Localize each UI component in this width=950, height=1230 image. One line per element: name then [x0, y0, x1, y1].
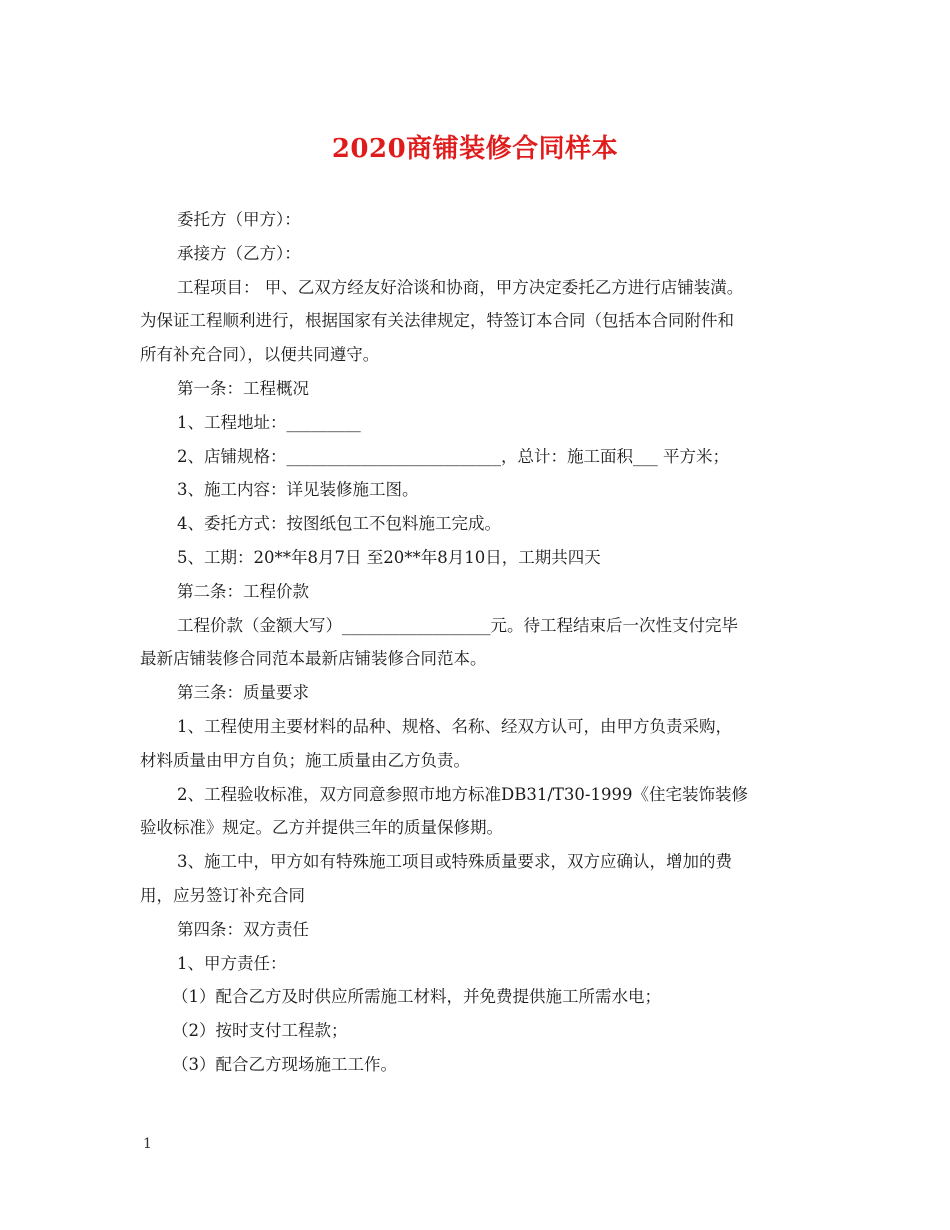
document-body [140, 203, 812, 1082]
body-line: 5、工期：20**年8月7日 至20**年8月10日，工期共四天 [177, 547, 601, 567]
body-line: 2、店铺规格：__________________________，总计：施工面积___ 平方米； [177, 446, 729, 466]
body-line: 4、委托方式：按图纸包工不包料施工完成。 [177, 514, 501, 534]
body-line: 所有补充合同），以便共同遵守。 [140, 345, 380, 365]
body-line: 1、工程使用主要材料的品种、规格、名称、经双方认可，由甲方负责采购， [177, 716, 732, 736]
body-line: 最新店铺装修合同范本最新店铺装修合同范本。 [140, 649, 487, 669]
page-number: 1 [143, 1136, 152, 1152]
body-line: 材料质量由甲方自负；施工质量由乙方负责。 [140, 750, 470, 770]
body-line: 承接方（乙方）： [177, 243, 301, 263]
body-line: 验收标准》规定。乙方并提供三年的质量保修期。 [140, 818, 503, 838]
body-line: 用，应另签订补充合同 [140, 885, 305, 905]
body-line: 3、施工中，甲方如有特殊施工项目或特殊质量要求，双方应确认，增加的费 [177, 852, 732, 872]
body-line: 第二条：工程价款 [177, 581, 309, 601]
body-line: 工程价款（金额大写）__________________元。待工程结束后一次性支付完毕 [177, 615, 738, 635]
body-line: 3、施工内容：详见装修施工图。 [177, 480, 419, 500]
body-line: 第三条：质量要求 [177, 683, 309, 703]
body-line: 第一条：工程概况 [177, 378, 309, 398]
body-line: 1、甲方责任： [177, 953, 287, 973]
body-line: 1、工程地址：_________ [177, 412, 361, 432]
body-line: 委托方（甲方）： [177, 210, 301, 229]
body-line: （2）按时支付工程款； [172, 1021, 348, 1041]
body-line: （1）配合乙方及时供应所需施工材料，并免费提供施工所需水电； [172, 987, 661, 1007]
body-line: 2、工程验收标准，双方同意参照市地方标准DB31/T30-1999《住宅装饰装修 [177, 784, 748, 804]
body-line: （3）配合乙方现场施工工作。 [172, 1054, 397, 1074]
document-title: 2020商铺装修合同样本 [331, 134, 619, 164]
body-line: 为保证工程顺利进行，根据国家有关法律规定，特签订本合同（包括本合同附件和 [140, 311, 734, 331]
body-line: 工程项目： 甲、乙双方经友好洽谈和协商，甲方决定委托乙方进行店铺装潢。 [177, 277, 744, 297]
body-line: 第四条：双方责任 [177, 919, 309, 939]
